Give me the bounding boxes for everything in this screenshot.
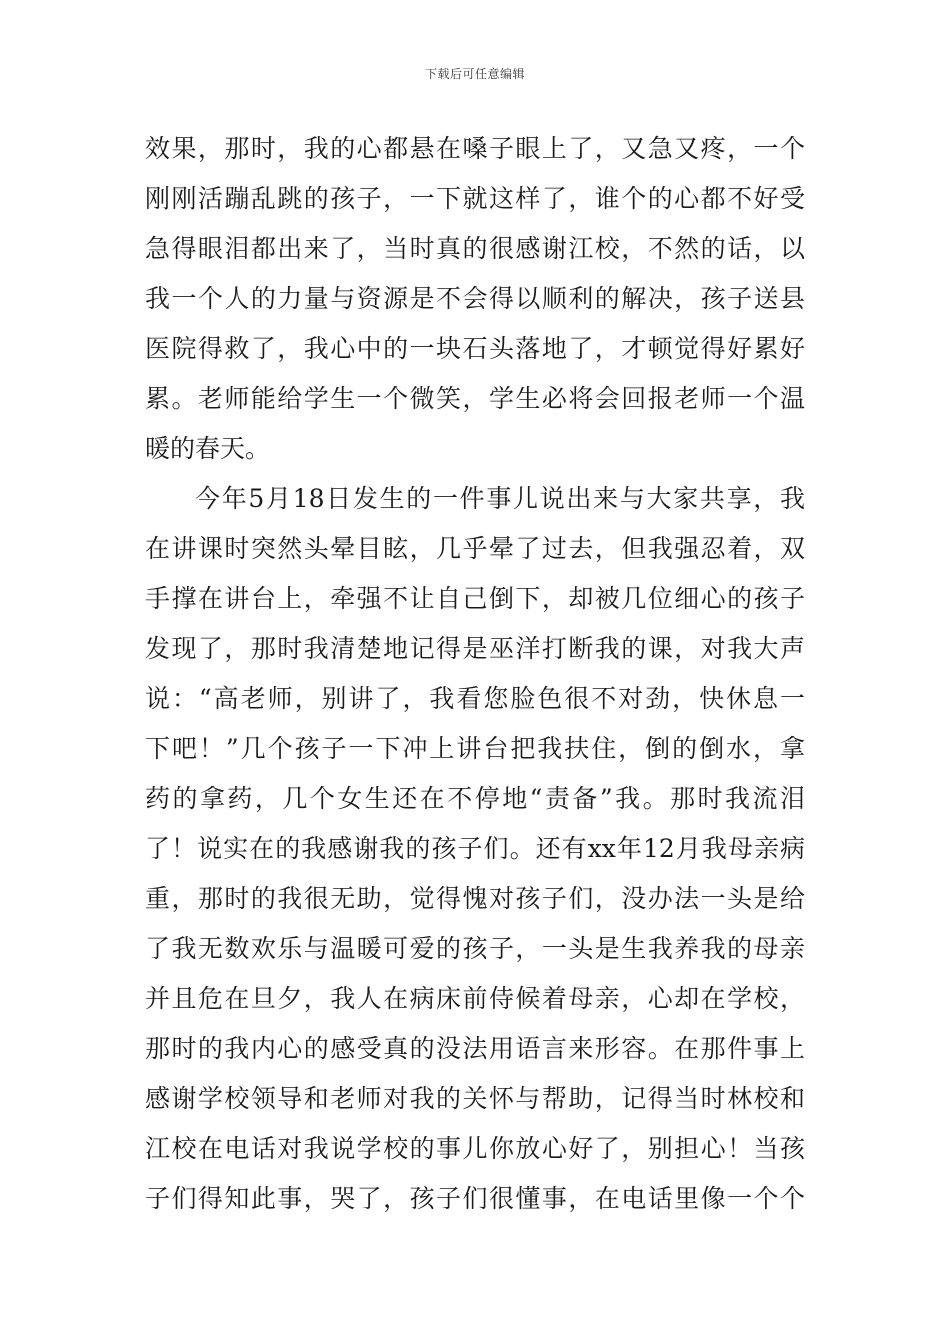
- text-line: 重，那时的我很无助，觉得愧对孩子们，没办法一头是给: [145, 884, 805, 913]
- text-line: 效果，那时，我的心都悬在嗓子眼上了，又急又疼，一个: [145, 134, 805, 163]
- text-line: 我一个人的力量与资源是不会得以顺利的解决，孩子送县: [145, 284, 805, 313]
- text-line: 江校在电话对我说学校的事儿你放心好了，别担心！当孩: [145, 1134, 805, 1163]
- text-line: 累。老师能给学生一个微笑，学生必将会回报老师一个温: [145, 384, 805, 413]
- text-line: 暖的春天。: [145, 434, 271, 463]
- text-line: 了！说实在的我感谢我的孩子们。还有xx年12月我母亲病: [145, 834, 805, 863]
- text-line: 那时的我内心的感受真的没法用语言来形容。在那件事上: [145, 1034, 805, 1063]
- paragraph-2: [145, 474, 805, 1224]
- document-body: [145, 124, 805, 1224]
- text-line: 医院得救了，我心中的一块石头落地了，才顿觉得好累好: [145, 334, 805, 363]
- text-line: 刚刚活蹦乱跳的孩子，一下就这样了，谁个的心都不好受: [145, 184, 805, 213]
- text-line: 今年5月18日发生的一件事儿说出来与大家共享，我: [195, 484, 805, 513]
- text-line: 了我无数欢乐与温暖可爱的孩子，一头是生我养我的母亲: [145, 934, 805, 963]
- text-line: 急得眼泪都出来了，当时真的很感谢江校，不然的话，以: [145, 234, 805, 263]
- text-line: 子们得知此事，哭了，孩子们很懂事，在电话里像一个个: [145, 1184, 805, 1213]
- text-line: 在讲课时突然头晕目眩，几乎晕了过去，但我强忍着，双: [145, 534, 805, 563]
- text-line: 发现了，那时我清楚地记得是巫洋打断我的课，对我大声: [145, 634, 805, 663]
- text-line: 药的拿药，几个女生还在不停地“责备”我。那时我流泪: [145, 784, 805, 813]
- text-line: 并且危在旦夕，我人在病床前侍候着母亲，心却在学校，: [145, 984, 805, 1013]
- text-line: 手撑在讲台上，牵强不让自己倒下，却被几位细心的孩子: [145, 584, 805, 613]
- page-header: 下载后可任意编辑: [424, 67, 525, 81]
- text-line: 下吧！”几个孩子一下冲上讲台把我扶住，倒的倒水，拿: [145, 734, 805, 763]
- text-line: 感谢学校领导和老师对我的关怀与帮助，记得当时林校和: [145, 1084, 805, 1113]
- paragraph-1: [145, 124, 805, 474]
- text-line: 说：“高老师，别讲了，我看您脸色很不对劲，快休息一: [145, 684, 805, 713]
